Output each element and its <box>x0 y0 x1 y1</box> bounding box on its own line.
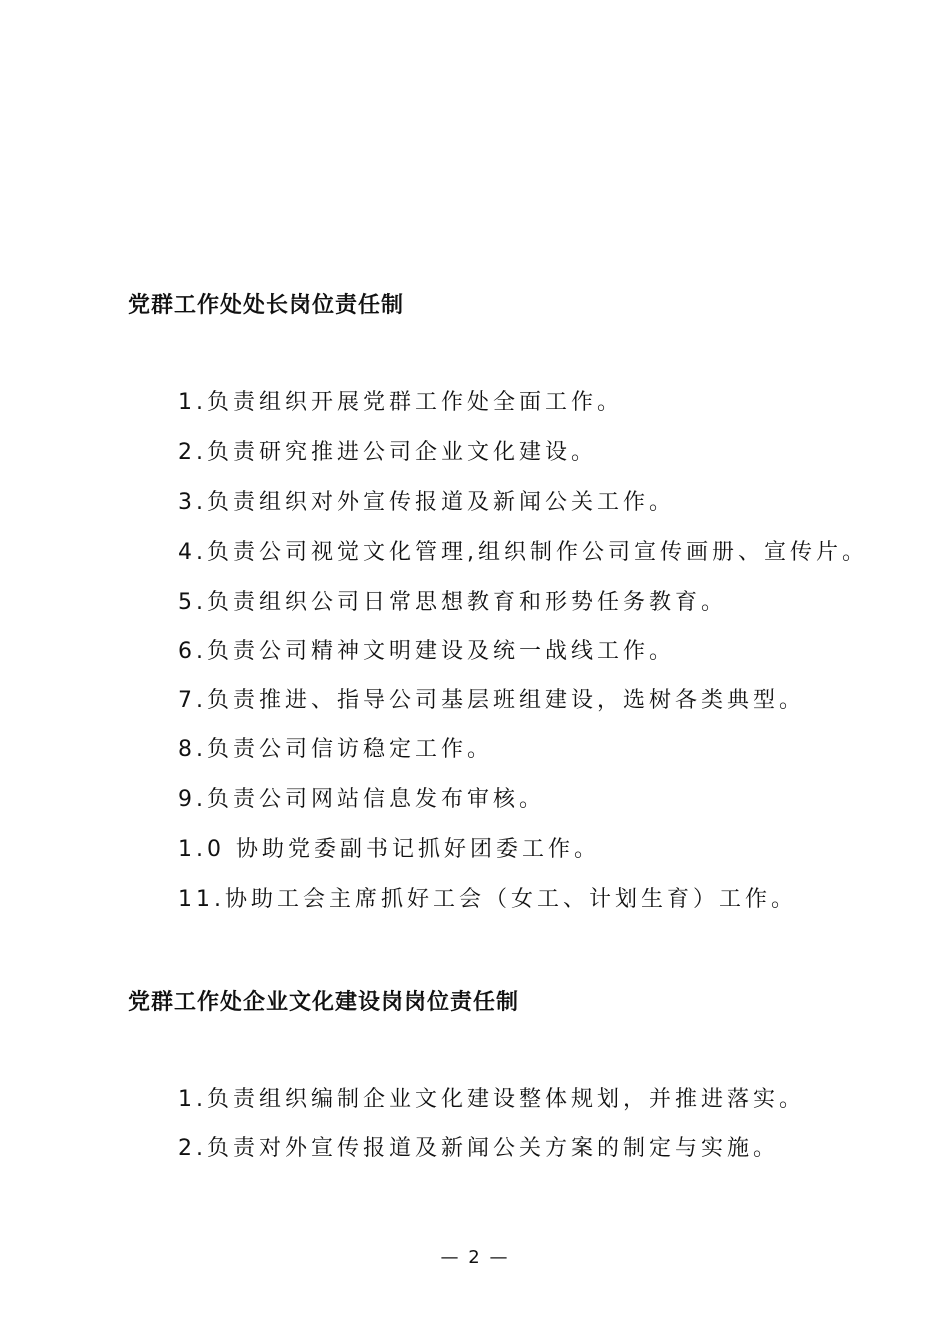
duty-item: 11.协助工会主席抓好工会（女工、计划生育）工作。 <box>178 887 797 912</box>
duty-item: 4.负责公司视觉文化管理,组织制作公司宣传画册、宣传片。 <box>178 540 868 565</box>
duty-item: 2.负责研究推进公司企业文化建设。 <box>178 440 597 465</box>
duty-item: 2.负责对外宣传报道及新闻公关方案的制定与实施。 <box>178 1136 779 1161</box>
duty-item: 7.负责推进、指导公司基层班组建设，选树各类典型。 <box>178 688 805 713</box>
duty-item: 1.0 协助党委副书记抓好团委工作。 <box>178 837 600 862</box>
duty-item: 8.负责公司信访稳定工作。 <box>178 737 493 762</box>
section-title-director: 党群工作处处长岗位责任制 <box>128 293 405 318</box>
section-title-culture: 党群工作处企业文化建设岗岗位责任制 <box>128 990 520 1015</box>
duty-item: 1.负责组织编制企业文化建设整体规划，并推进落实。 <box>178 1087 805 1112</box>
duty-item: 9.负责公司网站信息发布审核。 <box>178 787 545 812</box>
duty-item: 1.负责组织开展党群工作处全面工作。 <box>178 390 623 415</box>
duty-item: 3.负责组织对外宣传报道及新闻公关工作。 <box>178 490 675 515</box>
page-number: — 2 — <box>440 1247 510 1268</box>
duty-item: 5.负责组织公司日常思想教育和形势任务教育。 <box>178 590 727 615</box>
duty-item: 6.负责公司精神文明建设及统一战线工作。 <box>178 639 675 664</box>
